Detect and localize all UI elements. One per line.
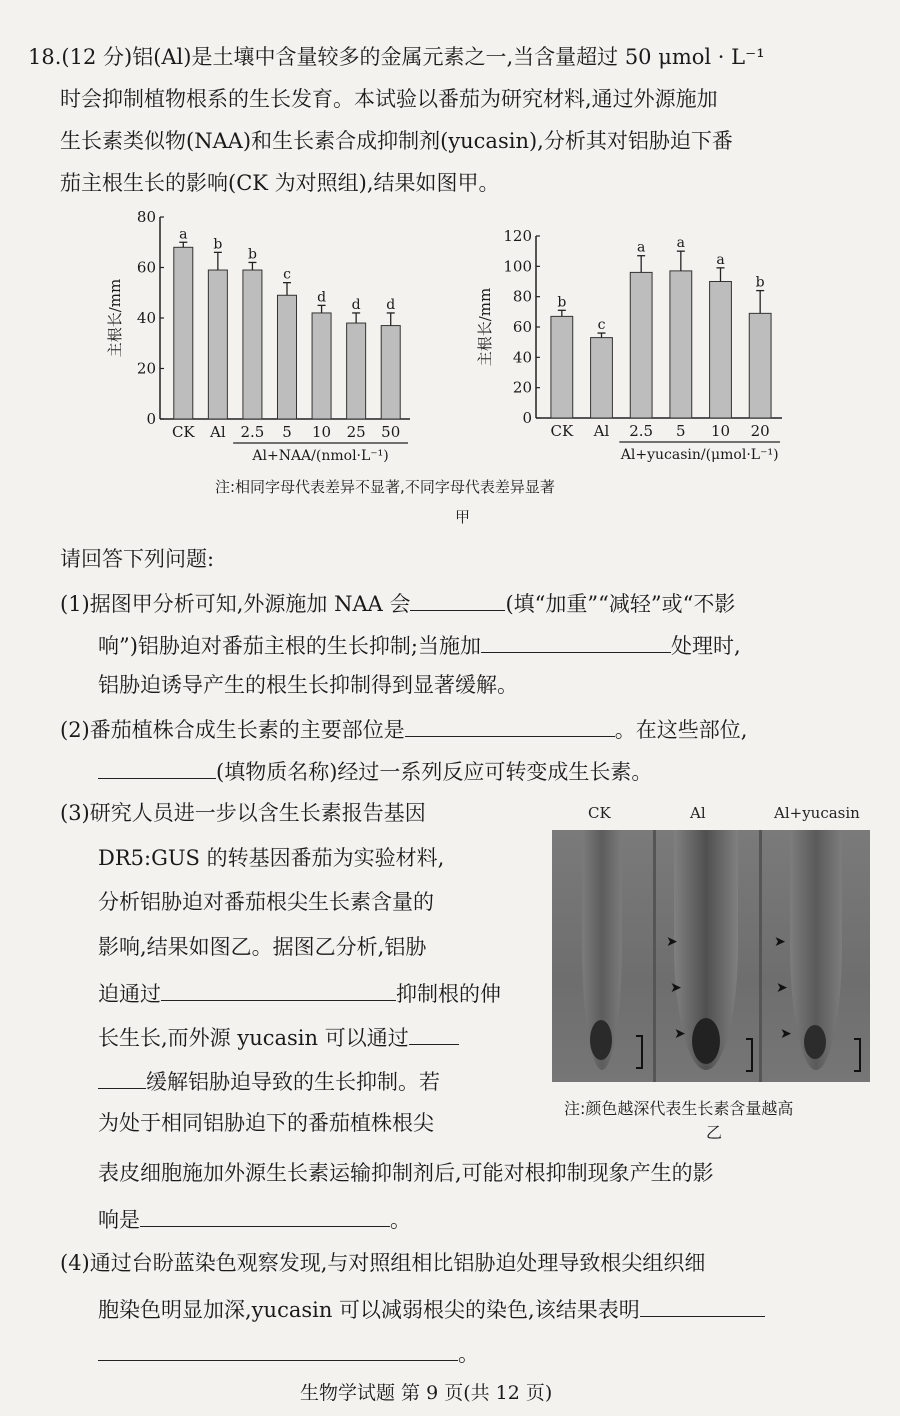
scale-bar-al-yucasin (854, 1038, 861, 1072)
root-tip-stain-ck (590, 1020, 612, 1060)
question-header (28, 42, 765, 72)
page-footer: 生物学试题 第 9 页(共 12 页) (300, 1382, 553, 1404)
significance-letter: b (213, 236, 223, 253)
significance-letter: d (386, 296, 396, 313)
q3-answer-blank-2b[interactable] (98, 1064, 146, 1089)
significance-letter: d (351, 296, 361, 313)
x-tick-label: 5 (282, 423, 292, 441)
q2-line-1 (60, 712, 747, 745)
figure-jia-label: 甲 (455, 508, 471, 526)
x-tick-label: 25 (346, 423, 366, 441)
bar (630, 272, 652, 418)
q3-line-10 (98, 1202, 411, 1235)
bar (670, 271, 692, 418)
root-tip-stain-al-yucasin (804, 1025, 826, 1059)
q3-line-3: 分析铝胁迫对番茄根尖生长素含量的 (98, 890, 434, 914)
y-axis-label: 主根长/mm (106, 278, 124, 358)
significance-letter: a (179, 226, 188, 243)
q3-line-5 (98, 976, 501, 1009)
y-tick-label: 20 (512, 378, 532, 397)
q4-line-2 (98, 1292, 765, 1325)
figure-jia-note: 注:相同字母代表差异不显著,不同字母代表差异显著 (215, 478, 555, 496)
q1-line-1 (60, 586, 735, 619)
q2-text-1b: 。在这些部位, (614, 718, 748, 742)
bar (347, 323, 366, 419)
intro-line-2: 时会抑制植物根系的生长发育。本试验以番茄为研究材料,通过外源施加 (60, 87, 718, 111)
arrow-icon: ➤ (674, 1026, 686, 1042)
arrow-icon: ➤ (774, 934, 786, 950)
x-tick-label: CK (171, 423, 195, 441)
bar (591, 338, 613, 418)
x-tick-label: 10 (710, 422, 731, 440)
q3-line-9: 表皮细胞施加外源生长素运输抑制剂后,可能对根抑制现象产生的影 (98, 1161, 714, 1185)
significance-letter: b (755, 274, 765, 291)
y-tick-label: 120 (503, 227, 532, 245)
root-photo-ck (552, 830, 653, 1082)
figure-yi-note: 注:颜色越深代表生长素含量越高 (564, 1099, 794, 1118)
bar (381, 326, 400, 419)
q1-text-1a: (1)据图甲分析可知,外源施加 NAA 会 (60, 592, 411, 616)
x-tick-label: 50 (381, 423, 401, 441)
figure-yi (552, 800, 870, 1090)
q2-answer-blank-1[interactable] (405, 712, 615, 737)
q3-text-5b: 抑制根的伸 (396, 982, 501, 1006)
significance-letter: a (636, 239, 646, 256)
q1-text-2a: 响”)铝胁迫对番茄主根的生长抑制;当施加 (98, 634, 482, 658)
significance-letter: c (597, 317, 606, 334)
q3-answer-blank-3[interactable] (140, 1202, 390, 1227)
bar-chart-yucasin (470, 222, 830, 475)
q2-answer-blank-2[interactable] (98, 754, 216, 779)
bar (312, 313, 331, 419)
intro-line-3: 生长素类似物(NAA)和生长素合成抑制剂(yucasin),分析其对铝胁迫下番 (60, 129, 733, 153)
q1-answer-blank-1[interactable] (410, 586, 505, 611)
figure-yi-label: 乙 (706, 1123, 723, 1142)
q3-line-7 (98, 1064, 440, 1097)
q3-line-2: DR5:GUS 的转基因番茄为实验材料, (98, 846, 445, 870)
y-tick-label: 60 (136, 258, 156, 277)
x-tick-label: 10 (312, 423, 332, 441)
answer-prompt: 请回答下列问题: (60, 547, 215, 571)
q3-text-5a: 迫通过 (98, 982, 161, 1006)
root-photo-al (656, 830, 759, 1082)
significance-letter: d (317, 289, 327, 306)
q4-answer-blank-1b[interactable] (98, 1336, 458, 1361)
x-tick-label: Al (593, 422, 610, 440)
y-tick-label: 0 (522, 409, 532, 427)
q2-text-2: (填物质名称)经过一系列反应可转变成生长素。 (216, 760, 653, 784)
q3-text-7: 缓解铝胁迫导致的生长抑制。若 (146, 1070, 440, 1094)
y-tick-label: 80 (136, 208, 156, 226)
panel-label-al: Al (690, 804, 706, 822)
scale-bar-ck (636, 1035, 643, 1069)
q4-line-1: (4)通过台盼蓝染色观察发现,与对照组相比铝胁迫处理导致根尖组织细 (60, 1251, 706, 1275)
arrow-icon: ➤ (666, 934, 678, 950)
y-tick-label: 80 (512, 287, 532, 306)
x-group-label: Al+yucasin/(μmol·L⁻¹) (620, 447, 779, 463)
significance-letter: b (247, 246, 257, 263)
q2-text-1a: (2)番茄植株合成生长素的主要部位是 (60, 718, 405, 742)
panel-label-al-yucasin: Al+yucasin (774, 804, 860, 822)
q4-answer-blank-1a[interactable] (640, 1292, 765, 1317)
bar (710, 282, 732, 419)
bar-chart-naa (100, 205, 430, 475)
y-axis-label: 主根长/mm (476, 287, 494, 367)
x-group-label: Al+NAA/(nmol·L⁻¹) (252, 448, 389, 464)
arrow-icon: ➤ (780, 1026, 792, 1042)
root-tip-stain-al (692, 1018, 720, 1064)
arrow-icon: ➤ (670, 980, 682, 996)
q2-line-2 (98, 754, 652, 787)
q3-line-1: (3)研究人员进一步以含生长素报告基因 (60, 801, 426, 825)
q1-text-1b: (填“加重”“减轻”或“不影 (505, 592, 736, 616)
significance-letter: a (676, 235, 686, 252)
x-tick-label: Al (210, 423, 226, 441)
y-tick-label: 40 (512, 348, 532, 367)
x-tick-label: 20 (750, 422, 770, 440)
significance-letter: b (557, 294, 567, 311)
bar (243, 270, 262, 419)
y-tick-label: 0 (146, 410, 156, 428)
q1-line-2 (98, 628, 741, 661)
q3-text-10b: 。 (390, 1208, 411, 1232)
q3-answer-blank-1[interactable] (161, 976, 396, 1001)
bar (551, 316, 573, 418)
bar (749, 313, 771, 418)
significance-letter: a (716, 251, 725, 268)
x-tick-label: 5 (676, 422, 686, 440)
y-tick-label: 60 (512, 318, 532, 336)
x-tick-label: 2.5 (629, 422, 654, 440)
q1-line-3: 铝胁迫诱导产生的根生长抑制得到显著缓解。 (98, 673, 518, 697)
bar (174, 247, 193, 419)
panel-label-ck: CK (588, 804, 611, 822)
q3-line-4: 影响,结果如图乙。据图乙分析,铝胁 (98, 935, 427, 959)
q1-answer-blank-2[interactable] (481, 628, 671, 653)
bar (277, 295, 296, 419)
y-tick-label: 20 (136, 359, 156, 378)
x-tick-label: CK (550, 422, 574, 440)
significance-letter: c (283, 266, 291, 283)
x-tick-label: 2.5 (240, 423, 265, 441)
q4-text-2: 胞染色明显加深,yucasin 可以减弱根尖的染色,该结果表明 (98, 1298, 640, 1322)
question-number: 18. (28, 45, 62, 69)
q3-answer-blank-2a[interactable] (409, 1020, 459, 1045)
q4-text-3b: 。 (458, 1342, 479, 1366)
q3-text-10a: 响是 (98, 1208, 140, 1232)
q4-line-3 (98, 1336, 479, 1369)
y-tick-label: 100 (503, 257, 532, 276)
q1-text-2b: 处理时, (671, 634, 741, 658)
bar (208, 270, 227, 419)
question-score: (12 分) (61, 45, 133, 69)
scale-bar-al (746, 1038, 753, 1072)
root-photo-al-yucasin (762, 830, 870, 1082)
intro-line-4: 茄主根生长的影响(CK 为对照组),结果如图甲。 (60, 171, 500, 195)
arrow-icon: ➤ (776, 980, 788, 996)
y-tick-label: 40 (136, 309, 156, 327)
q3-text-6: 长生长,而外源 yucasin 可以通过 (98, 1026, 409, 1050)
q3-line-8: 为处于相同铝胁迫下的番茄植株根尖 (98, 1111, 434, 1135)
root-photo-strip (552, 830, 870, 1082)
intro-line-1: 铝(Al)是土壤中含量较多的金属元素之一,当含量超过 50 μmol · L⁻¹ (132, 45, 765, 69)
q3-line-6 (98, 1020, 459, 1053)
